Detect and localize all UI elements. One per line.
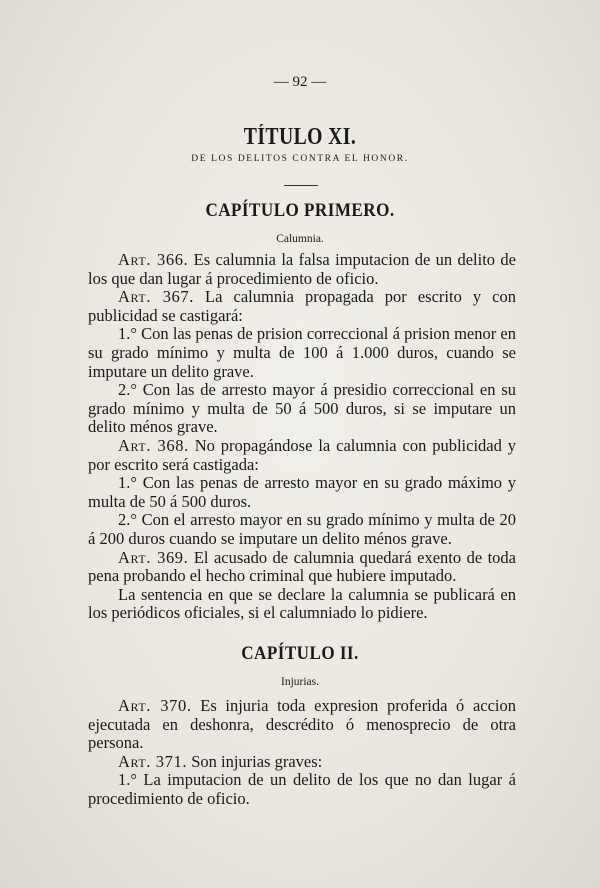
- paragraph-text: Son injurias graves:: [191, 751, 323, 771]
- paragraph-text: Es calumnia la falsa imputacion de un delito de los que dan lugar á procedimiento de oficio.: [88, 250, 516, 288]
- paragraph: [88, 771, 516, 808]
- paragraph: [88, 549, 516, 586]
- section-heading: Injurias.: [280, 676, 319, 688]
- paragraph: [88, 753, 516, 772]
- paragraph: [88, 288, 516, 325]
- paragraph: [88, 697, 516, 753]
- paragraph-text: 1.° La imputacion de un delito de los que no dan lugar á procedimiento de oficio.: [88, 770, 516, 808]
- paragraph-text: 1.° Con las penas de prision correccional á prision menor en su grado mínimo y multa de 100 á 1.000 duros, cuando se imputare un delito grave.: [88, 324, 516, 381]
- chapter-heading: CAPÍTULO II.: [241, 643, 359, 664]
- title-heading: TÍTULO XI.: [243, 124, 357, 150]
- article-number: Art. 367.: [118, 287, 194, 307]
- paragraph-text: El acusado de calumnia quedará exento de toda pena probando el hecho criminal que hubiere imputado.: [88, 547, 517, 586]
- title-subheading: DE LOS DELITOS CONTRA EL HONOR.: [191, 154, 409, 164]
- paragraph: [88, 511, 516, 548]
- paragraph: [88, 381, 516, 437]
- chapter-body: [88, 251, 516, 623]
- paragraph: [88, 325, 516, 381]
- paragraph-text: 2.° Con las de arresto mayor á presidio correccional en su grado mínimo y multa de 50 á 500 duros, si se imputare un delito ménos grave.: [88, 380, 516, 437]
- chapter-body: [88, 697, 516, 809]
- paragraph-text: Es injuria toda expresion proferida ó accion ejecutada en deshonra, descrédito ó menosprecio de otra persona.: [88, 696, 516, 753]
- article-number: Art. 366.: [118, 250, 189, 269]
- paragraph-text: 1.° Con las penas de arresto mayor en su grado máximo y multa de 50 á 500 duros.: [88, 473, 516, 511]
- paragraph-text: No propagándose la calumnia con publicidad y por escrito será castigada:: [88, 435, 517, 474]
- article-number: Art. 369.: [118, 547, 189, 567]
- section-heading: Calumnia.: [276, 233, 324, 245]
- article-number: Art. 368.: [118, 435, 189, 455]
- article-number: Art. 371.: [118, 751, 188, 771]
- paragraph-text: 2.° Con el arresto mayor en su grado mínimo y multa de 20 á 200 duros cuando se imputare un delito ménos grave.: [88, 510, 516, 548]
- paragraph: [88, 474, 516, 511]
- paragraph: [88, 437, 516, 474]
- paragraph-text: La sentencia en que se declare la calumnia se publicará en los periódicos oficiales, si el calumniado lo pidiere.: [88, 584, 516, 623]
- paragraph: [88, 586, 516, 623]
- paragraph: [88, 251, 516, 288]
- chapter-heading: CAPÍTULO PRIMERO.: [205, 200, 395, 221]
- page-number: — 92 —: [273, 74, 327, 90]
- divider-rule: [284, 185, 318, 186]
- paragraph-text: La calumnia propagada por escrito y con publicidad se castigará:: [88, 287, 517, 325]
- article-number: Art. 370.: [118, 696, 192, 715]
